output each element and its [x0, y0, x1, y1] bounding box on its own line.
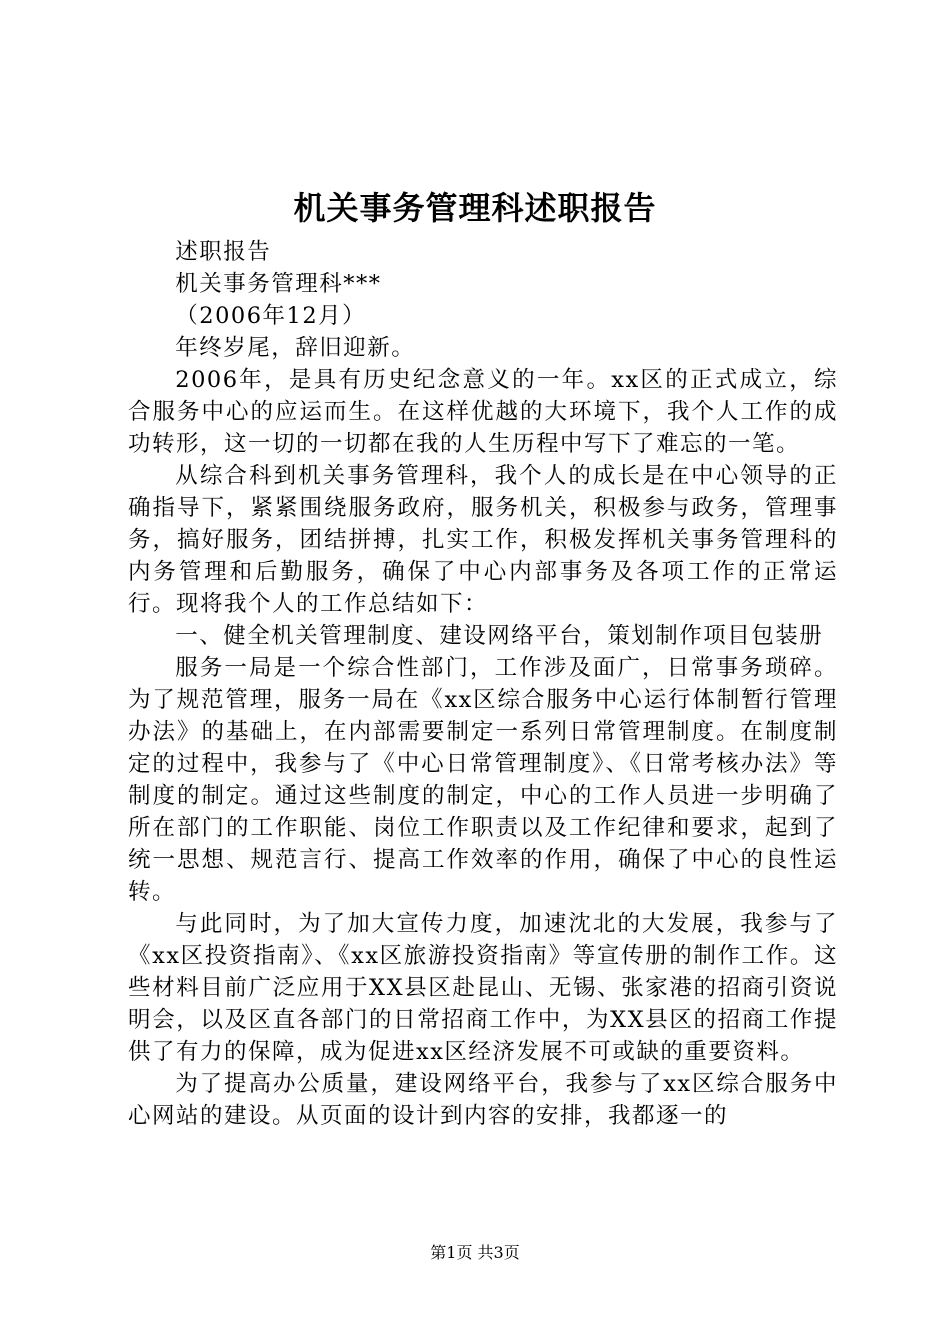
paragraph-opening: 年终岁尾，辞旧迎新。	[175, 335, 416, 361]
paragraph: 2006年，是具有历史纪念意义的一年。xx区的正式成立，综合服务中心的应运而生。在这样优越的大环境下，我个人工作的成功转形，这一切的一切都在我的人生历程中写下了难忘的一笔。	[128, 367, 838, 457]
paragraph: 服务一局是一个综合性部门，工作涉及面广，日常事务琐碎。为了规范管理，服务一局在《xx区综合服务中心运行体制暂行管理办法》的基础上，在内部需要制定一系列日常管理制度。在制度制定的过程中，我参与了《中心日常管理制度》、《日常考核办法》等制度的制定。通过这些制度的制定，中心的工作人员进一步明确了所在部门的工作职能、岗位工作职责以及工作纪律和要求，起到了统一思想、规范言行、提高工作效率的作用，确保了中心的良性运转。	[128, 655, 838, 905]
paragraph: 为了提高办公质量，建设网络平台，我参与了xx区综合服务中心网站的建设。从页面的设计到内容的安排，我都逐一的	[128, 1071, 838, 1129]
paragraph: 从综合科到机关事务管理科，我个人的成长是在中心领导的正确指导下，紧紧围绕服务政府，服务机关，积极参与政务，管理事务，搞好服务，团结拼搏，扎实工作，积极发挥机关事务管理科的内务管理和后勤服务，确保了中心内部事务及各项工作的正常运行。现将我个人的工作总结如下：	[128, 463, 838, 617]
paragraph-department: 机关事务管理科***	[175, 271, 382, 297]
document-body	[128, 236, 838, 1132]
section-heading: 一、健全机关管理制度、建设网络平台，策划制作项目包装册	[175, 623, 824, 649]
paragraph: 与此同时，为了加大宣传力度，加速沈北的大发展，我参与了《xx区投资指南》、《xx区旅游投资指南》等宣传册的制作工作。这些材料目前广泛应用于XX县区赴昆山、无锡、张家港的招商引资说明会，以及区直各部门的日常招商工作中，为XX县区的招商工作提供了有力的保障，成为促进xx区经济发展不可或缺的重要资料。	[128, 911, 838, 1065]
document-title: 机关事务管理科述职报告	[293, 189, 657, 227]
paragraph-heading: 述职报告	[175, 239, 272, 265]
paragraph-date: （2006年12月）	[175, 303, 367, 329]
page-footer: 第1页 共3页	[430, 1243, 520, 1262]
